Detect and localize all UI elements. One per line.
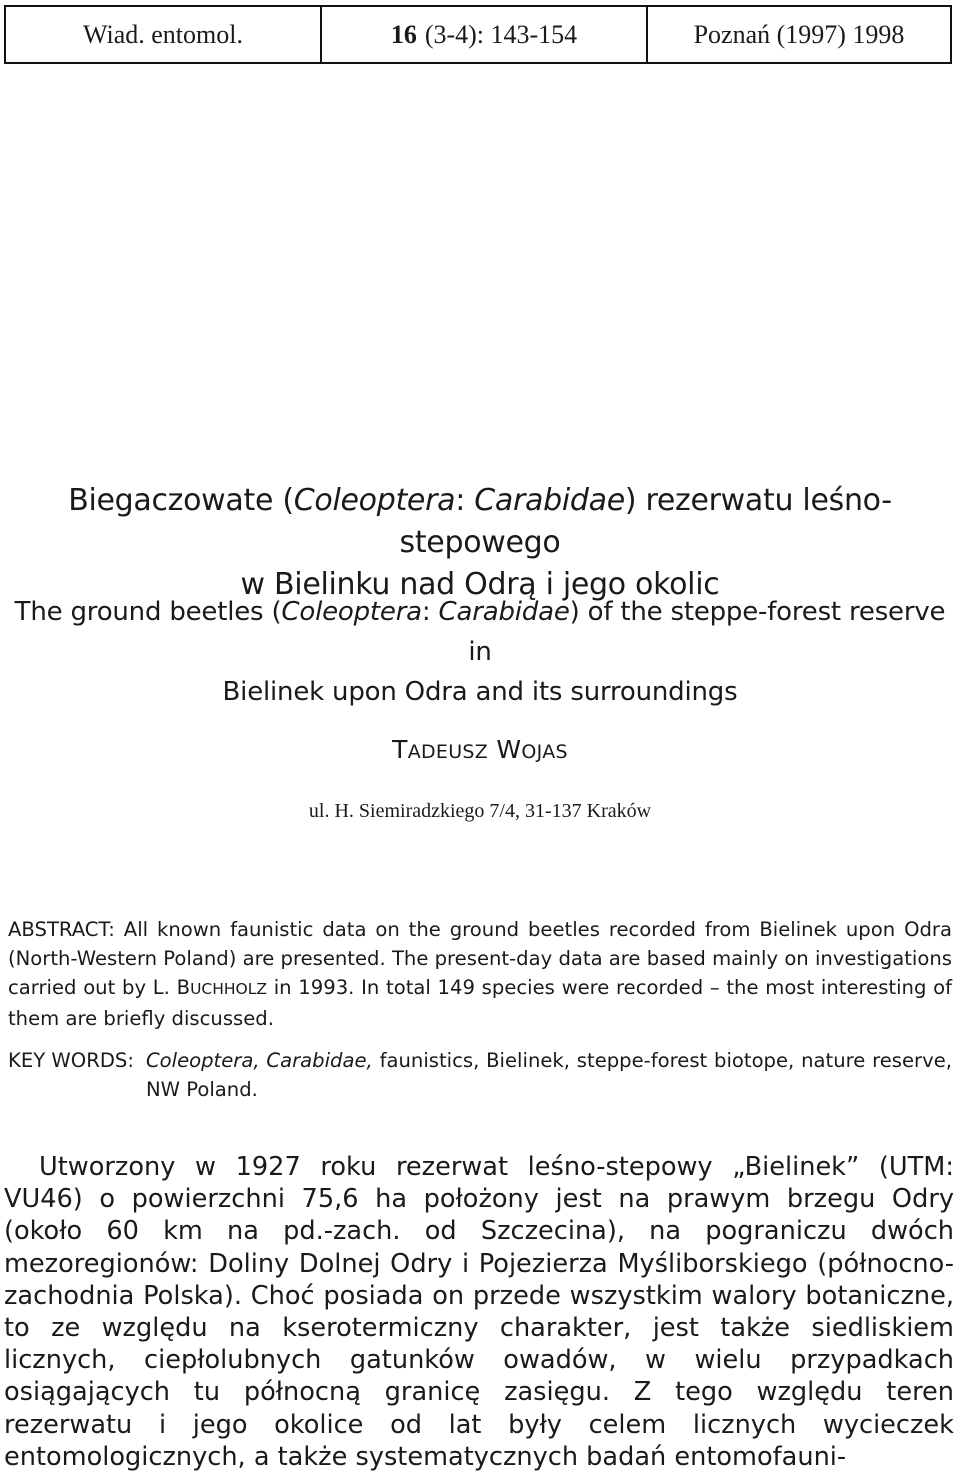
abstract-paragraph — [8, 915, 952, 1033]
place-year: Poznań (1997) 1998 — [693, 19, 905, 49]
author-name — [0, 735, 960, 764]
title-english-line-2: Bielinek upon Odra and its surroundings — [222, 677, 738, 707]
title-pl-coleoptera: Coleoptera — [293, 483, 456, 518]
title-pl-colon: : — [455, 483, 475, 518]
volume-cell — [322, 7, 648, 62]
title-en-carabidae: Carabidae — [438, 597, 570, 627]
keywords-rest: faunistics, Bielinek, steppe-forest biotope, nature reserve, NW Poland. — [145, 1049, 952, 1101]
volume-number: 16 — [390, 19, 417, 49]
title-pl-text-a: Biegaczowate ( — [68, 483, 294, 518]
title-en-text-b: ) of the steppe-forest reserve in — [468, 597, 946, 667]
title-polish — [0, 480, 960, 606]
body-paragraph: Utworzony w 1927 roku rezerwat leśno-stepowy „Bielinek” (UTM: VU46) o powierzchni 75,6 ha położony jest na prawym brzegu Odry (około 60 km na pd.-zach. od Szczecina), na pograniczu dwóch mezoregionów: Doliny Dolnej Odry i Pojezierza Myśliborskiego (północno-zachodnia Polska). Choć posiada on przede wszystkim walory botaniczne, to ze względu na kserotermiczny charakter, jest także siedliskiem licznych, ciepłolubnych gatunków owadów, w wielu przypadkach osiągających tu północną granicę zasięgu. Z tego względu teren rezerwatu i jego okolice od lat były celem licznych wycieczek entomologicznych, a także systematycznych badań entomofauni- — [4, 1152, 954, 1472]
journal-header — [4, 5, 952, 64]
abstract — [8, 915, 952, 1033]
keywords-italic: Coleoptera, Carabidae, — [145, 1049, 373, 1072]
author-first-initial: T — [392, 735, 408, 764]
issue-pages: (3-4): 143-154 — [424, 19, 578, 49]
title-pl-text-b: ) rezerwatu leśno-stepowego — [399, 483, 892, 560]
body-text — [4, 1151, 954, 1473]
title-polish-line-1 — [0, 480, 960, 564]
keywords — [8, 1046, 952, 1104]
author-first-rest: ADEUSZ — [407, 741, 489, 763]
title-en-coleoptera: Coleoptera — [281, 597, 422, 627]
title-en-colon: : — [421, 597, 439, 627]
title-polish-line-2: w Bielinku nad Odrą i jego okolic — [240, 567, 720, 602]
abstract-text-b: in 1993. In total 149 species were recorded – the most interesting of them are briefly discussed. — [8, 976, 952, 1030]
title-en-text-a: The ground beetles ( — [14, 597, 282, 627]
author-last-rest: OJAS — [521, 741, 568, 763]
abstract-name-rest: UCHHOLZ — [190, 980, 268, 998]
abstract-text-a: ABSTRACT: All known faunistic data on the ground beetles recorded from Bielinek upon Odra (North-Western Poland) are presented. The present-day data are based mainly on investigations carried out by L. — [8, 918, 952, 999]
author-address: ul. H. Siemiradzkiego 7/4, 31-137 Kraków — [308, 800, 652, 822]
author-last-initial: W — [496, 735, 522, 764]
title-english-line-1 — [0, 592, 960, 672]
keywords-label: KEY WORDS: — [8, 1049, 134, 1072]
place-year-cell — [648, 7, 950, 62]
abstract-name-initial: B — [176, 976, 191, 999]
title-pl-carabidae: Carabidae — [474, 483, 625, 518]
keywords-text — [146, 1046, 952, 1104]
title-english — [0, 592, 960, 712]
journal-name-cell — [6, 7, 322, 62]
journal-name: Wiad. entomol. — [83, 19, 243, 49]
